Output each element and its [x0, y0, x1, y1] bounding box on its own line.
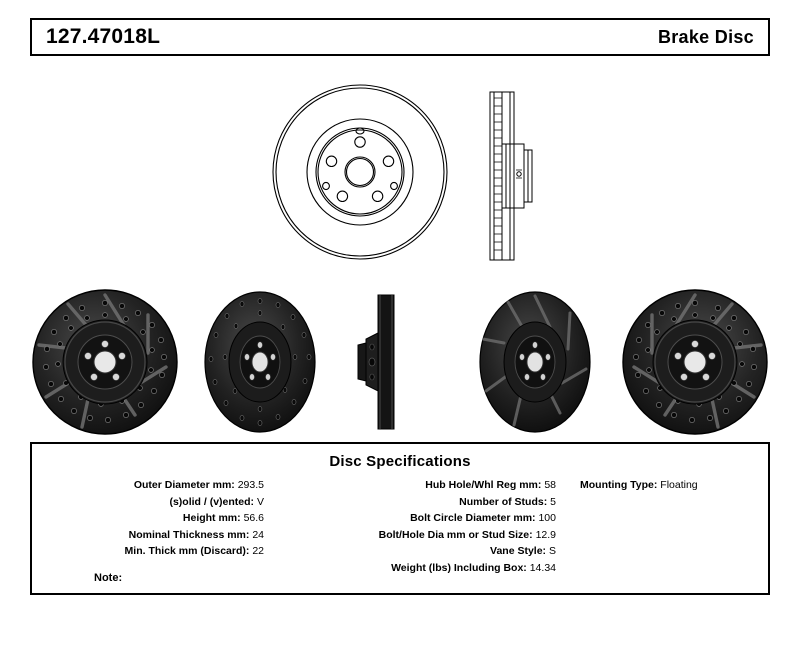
drawing-area	[30, 62, 770, 440]
rotor-drilled-angled-photo	[195, 287, 325, 437]
bottom-views	[30, 287, 770, 437]
rotor-drilled-slotted-photo-right	[620, 287, 770, 437]
specs-column-left	[32, 477, 272, 576]
header-bar	[30, 18, 770, 56]
rotor-drilled-slotted-photo-left	[30, 287, 180, 437]
spec-row	[459, 494, 556, 511]
spec-row	[125, 543, 264, 560]
spec-row	[379, 527, 556, 544]
page-title: Brake Disc	[657, 26, 754, 47]
spec-label: Outer Diameter mm:	[133, 479, 235, 491]
spec-row	[183, 510, 264, 527]
specs-columns	[32, 477, 768, 576]
spec-label: Number of Studs:	[459, 495, 548, 508]
spec-value: 293.5	[237, 479, 264, 491]
spec-label: Bolt/Hole Dia mm or Stud Size:	[378, 528, 533, 541]
spec-value: 12.9	[535, 528, 556, 541]
spec-row	[490, 543, 556, 560]
spec-label: Min. Thick mm (Discard):	[124, 545, 250, 557]
note-label: Note:	[94, 572, 123, 584]
spec-row	[134, 477, 264, 494]
spec-label: Weight (lbs) Including Box:	[391, 561, 527, 574]
rotor-face-line-drawing	[265, 82, 455, 262]
spec-row	[129, 527, 264, 544]
spec-value: V	[256, 495, 264, 508]
spec-value: S	[548, 545, 556, 557]
spec-row	[425, 477, 556, 494]
specs-column-right	[562, 477, 768, 576]
spec-label: Hub Hole/Whl Reg mm:	[425, 479, 542, 491]
specs-column-middle	[272, 477, 562, 576]
spec-row	[391, 560, 556, 577]
part-number: 127.47018L	[46, 25, 161, 48]
spec-value: 100	[538, 512, 556, 524]
spec-label: Bolt Circle Diameter mm:	[410, 512, 536, 524]
rotor-cross-section-line-drawing	[480, 84, 540, 269]
spec-value: 56.6	[243, 512, 264, 524]
spec-value: 5	[550, 495, 556, 508]
spec-value: 22	[252, 545, 264, 557]
spec-value: 58	[544, 479, 556, 491]
spec-value: Floating	[660, 479, 698, 491]
spec-label: Mounting Type:	[580, 479, 658, 491]
note-row	[94, 572, 122, 584]
top-views	[30, 62, 770, 277]
spec-row	[169, 494, 264, 511]
rotor-edge-photo	[350, 287, 420, 437]
spec-value: 24	[252, 528, 264, 541]
spec-value: 14.34	[529, 561, 556, 574]
spec-row	[580, 477, 698, 494]
spec-label: Nominal Thickness mm:	[128, 528, 250, 541]
rotor-slotted-photo	[470, 287, 600, 437]
spec-label: Height mm:	[182, 512, 241, 524]
spec-row	[410, 510, 556, 527]
disc-specifications-panel	[30, 442, 770, 595]
specs-panel-title: Disc Specifications	[329, 453, 471, 470]
spec-label: (s)olid / (v)ented:	[169, 495, 255, 508]
spec-label: Vane Style:	[490, 545, 547, 557]
